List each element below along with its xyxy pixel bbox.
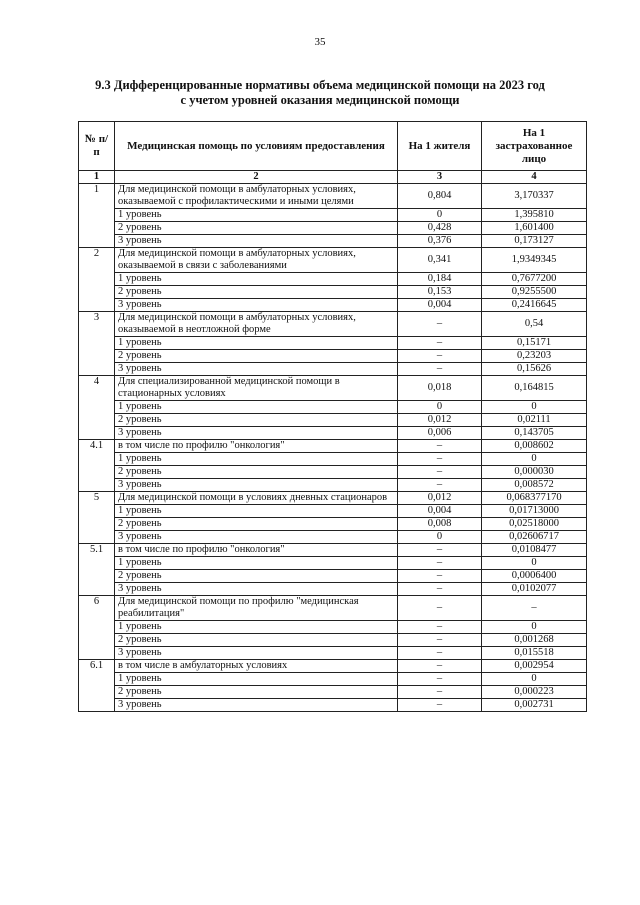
level-label: 3 уровень: [115, 583, 398, 596]
per-resident-value: 0,012: [398, 414, 482, 427]
level-label: 1 уровень: [115, 273, 398, 286]
title-line-2: с учетом уровней оказания медицинской помощи: [180, 93, 460, 107]
level-label: 2 уровень: [115, 518, 398, 531]
per-resident-value: –: [398, 673, 482, 686]
per-resident-value: 0: [398, 401, 482, 414]
level-label: 3 уровень: [115, 479, 398, 492]
table-group-row: [79, 184, 587, 209]
level-label: 3 уровень: [115, 427, 398, 440]
table-level-row: [79, 401, 587, 414]
row-description: Для специализированной медицинской помощи в стационарных условиях: [115, 376, 398, 401]
per-resident-value: –: [398, 440, 482, 453]
table-level-row: [79, 427, 587, 440]
per-insured-value: 0,0006400: [482, 570, 587, 583]
row-description: в том числе в амбулаторных условиях: [115, 660, 398, 673]
per-insured-value: 0,008602: [482, 440, 587, 453]
per-resident-value: 0,006: [398, 427, 482, 440]
per-insured-value: 0: [482, 621, 587, 634]
row-number: 2: [79, 248, 115, 312]
table-level-row: [79, 531, 587, 544]
table-level-row: [79, 414, 587, 427]
per-resident-value: 0,018: [398, 376, 482, 401]
level-label: 2 уровень: [115, 286, 398, 299]
per-resident-value: 0,153: [398, 286, 482, 299]
row-number: 5: [79, 492, 115, 544]
per-insured-value: –: [482, 596, 587, 621]
row-description: в том числе по профилю "онкология": [115, 544, 398, 557]
level-label: 3 уровень: [115, 531, 398, 544]
per-insured-value: 0,2416645: [482, 299, 587, 312]
table-level-row: [79, 647, 587, 660]
table-level-row: [79, 350, 587, 363]
page-number: 35: [314, 36, 326, 48]
per-resident-value: –: [398, 583, 482, 596]
table-level-row: [79, 235, 587, 248]
row-number: 5.1: [79, 544, 115, 596]
per-resident-value: –: [398, 634, 482, 647]
per-insured-value: 1,9349345: [482, 248, 587, 273]
per-resident-value: 0,004: [398, 505, 482, 518]
level-label: 2 уровень: [115, 634, 398, 647]
table-header-row: [79, 122, 587, 171]
table-level-row: [79, 273, 587, 286]
per-insured-value: 0: [482, 453, 587, 466]
level-label: 1 уровень: [115, 505, 398, 518]
level-label: 3 уровень: [115, 647, 398, 660]
norms-table: [78, 121, 587, 712]
table-group-row: [79, 440, 587, 453]
header-per-insured: На 1 застрахованное лицо: [482, 122, 587, 171]
per-resident-value: –: [398, 337, 482, 350]
table-level-row: [79, 453, 587, 466]
per-resident-value: –: [398, 686, 482, 699]
table-group-row: [79, 248, 587, 273]
row-number: 6: [79, 596, 115, 660]
level-label: 2 уровень: [115, 466, 398, 479]
table-group-row: [79, 376, 587, 401]
per-resident-value: –: [398, 570, 482, 583]
level-label: 2 уровень: [115, 222, 398, 235]
table-level-row: [79, 518, 587, 531]
table-level-row: [79, 286, 587, 299]
level-label: 2 уровень: [115, 414, 398, 427]
per-resident-value: 0,004: [398, 299, 482, 312]
per-insured-value: 3,170337: [482, 184, 587, 209]
row-number: 6.1: [79, 660, 115, 712]
per-resident-value: –: [398, 453, 482, 466]
per-resident-value: –: [398, 479, 482, 492]
per-resident-value: –: [398, 363, 482, 376]
table-level-row: [79, 299, 587, 312]
per-resident-value: –: [398, 647, 482, 660]
level-label: 3 уровень: [115, 299, 398, 312]
row-description: Для медицинской помощи по профилю "медицинская реабилитация": [115, 596, 398, 621]
per-resident-value: 0,804: [398, 184, 482, 209]
level-label: 1 уровень: [115, 557, 398, 570]
per-resident-value: 0,428: [398, 222, 482, 235]
per-insured-value: 0,068377170: [482, 492, 587, 505]
level-label: 1 уровень: [115, 673, 398, 686]
per-resident-value: –: [398, 660, 482, 673]
per-insured-value: 0,0108477: [482, 544, 587, 557]
per-insured-value: 0: [482, 673, 587, 686]
header-description: Медицинская помощь по условиям предоставления: [115, 122, 398, 171]
table-level-row: [79, 634, 587, 647]
per-insured-value: 0: [482, 557, 587, 570]
table-level-row: [79, 479, 587, 492]
header-num: № п/п: [79, 122, 115, 171]
per-insured-value: 0,54: [482, 312, 587, 337]
table-group-row: [79, 312, 587, 337]
per-resident-value: 0,012: [398, 492, 482, 505]
table-level-row: [79, 557, 587, 570]
per-resident-value: 0: [398, 531, 482, 544]
table-level-row: [79, 505, 587, 518]
table-level-row: [79, 699, 587, 712]
table-level-row: [79, 222, 587, 235]
column-number: 4: [482, 171, 587, 184]
header-per-resident: На 1 жителя: [398, 122, 482, 171]
per-insured-value: 0,23203: [482, 350, 587, 363]
table-level-row: [79, 621, 587, 634]
level-label: 3 уровень: [115, 699, 398, 712]
per-resident-value: –: [398, 557, 482, 570]
level-label: 3 уровень: [115, 363, 398, 376]
table-level-row: [79, 209, 587, 222]
row-description: Для медицинской помощи в амбулаторных условиях, оказываемой с профилактическими и иными целями: [115, 184, 398, 209]
per-resident-value: –: [398, 544, 482, 557]
per-insured-value: 0,000223: [482, 686, 587, 699]
table-level-row: [79, 673, 587, 686]
level-label: 2 уровень: [115, 570, 398, 583]
per-insured-value: 0,164815: [482, 376, 587, 401]
per-insured-value: 1,601400: [482, 222, 587, 235]
row-description: Для медицинской помощи в условиях дневных стационаров: [115, 492, 398, 505]
per-resident-value: 0,008: [398, 518, 482, 531]
per-resident-value: 0,184: [398, 273, 482, 286]
per-insured-value: 0,0102077: [482, 583, 587, 596]
level-label: 1 уровень: [115, 337, 398, 350]
per-insured-value: 0,002731: [482, 699, 587, 712]
per-resident-value: –: [398, 699, 482, 712]
column-number: 2: [115, 171, 398, 184]
per-insured-value: 0,15626: [482, 363, 587, 376]
per-insured-value: 0,15171: [482, 337, 587, 350]
per-insured-value: 0,015518: [482, 647, 587, 660]
per-resident-value: –: [398, 596, 482, 621]
per-insured-value: 0,7677200: [482, 273, 587, 286]
table-group-row: [79, 660, 587, 673]
column-number: 3: [398, 171, 482, 184]
row-description: Для медицинской помощи в амбулаторных условиях, оказываемой в связи с заболеваниями: [115, 248, 398, 273]
per-insured-value: 0,02111: [482, 414, 587, 427]
level-label: 1 уровень: [115, 401, 398, 414]
table-group-row: [79, 596, 587, 621]
level-label: 1 уровень: [115, 453, 398, 466]
table-level-row: [79, 363, 587, 376]
per-insured-value: 0,000030: [482, 466, 587, 479]
per-insured-value: 0,008572: [482, 479, 587, 492]
per-insured-value: 0,143705: [482, 427, 587, 440]
per-insured-value: 0,001268: [482, 634, 587, 647]
row-number: 4.1: [79, 440, 115, 492]
table-level-row: [79, 583, 587, 596]
per-resident-value: –: [398, 466, 482, 479]
per-resident-value: 0,376: [398, 235, 482, 248]
row-number: 1: [79, 184, 115, 248]
level-label: 2 уровень: [115, 350, 398, 363]
level-label: 1 уровень: [115, 209, 398, 222]
table-level-row: [79, 466, 587, 479]
per-resident-value: –: [398, 350, 482, 363]
column-number: 1: [79, 171, 115, 184]
per-resident-value: –: [398, 621, 482, 634]
per-insured-value: 0,173127: [482, 235, 587, 248]
per-insured-value: 0,01713000: [482, 505, 587, 518]
per-insured-value: 0,9255500: [482, 286, 587, 299]
per-insured-value: 1,395810: [482, 209, 587, 222]
title-line-1: 9.3 Дифференцированные нормативы объема медицинской помощи на 2023 год: [95, 78, 545, 92]
table-level-row: [79, 570, 587, 583]
level-label: 3 уровень: [115, 235, 398, 248]
column-number-row: [79, 171, 587, 184]
per-insured-value: 0,02606717: [482, 531, 587, 544]
row-number: 3: [79, 312, 115, 376]
row-description: Для медицинской помощи в амбулаторных условиях, оказываемой в неотложной форме: [115, 312, 398, 337]
table-group-row: [79, 492, 587, 505]
table-level-row: [79, 337, 587, 350]
page-title: [60, 78, 580, 108]
level-label: 2 уровень: [115, 686, 398, 699]
table-group-row: [79, 544, 587, 557]
row-number: 4: [79, 376, 115, 440]
level-label: 1 уровень: [115, 621, 398, 634]
per-resident-value: 0: [398, 209, 482, 222]
per-insured-value: 0,002954: [482, 660, 587, 673]
per-resident-value: 0,341: [398, 248, 482, 273]
row-description: в том числе по профилю "онкология": [115, 440, 398, 453]
per-insured-value: 0,02518000: [482, 518, 587, 531]
per-resident-value: –: [398, 312, 482, 337]
per-insured-value: 0: [482, 401, 587, 414]
table-level-row: [79, 686, 587, 699]
